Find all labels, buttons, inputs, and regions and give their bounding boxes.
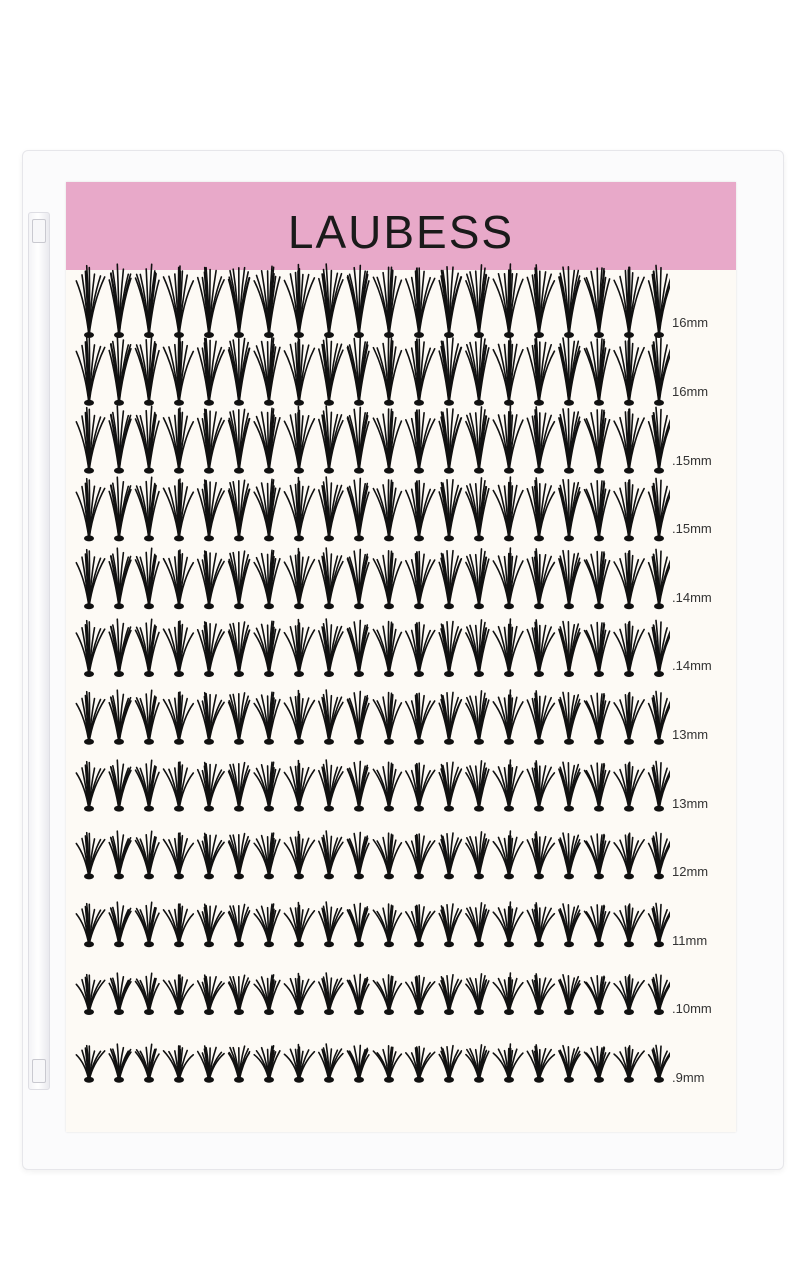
lash-cluster xyxy=(439,480,461,542)
lash-cluster xyxy=(347,407,369,473)
lash-cluster xyxy=(136,973,160,1015)
lash-cluster xyxy=(373,267,401,338)
lash-cluster xyxy=(76,620,104,676)
lash-cluster xyxy=(493,619,523,677)
lash-cluster xyxy=(493,406,523,474)
lash-cluster xyxy=(319,831,343,879)
lash-cluster xyxy=(585,268,610,338)
lash-cluster xyxy=(284,903,314,948)
lash-row xyxy=(70,262,670,340)
lash-cluster xyxy=(406,339,435,406)
lash-cluster xyxy=(614,267,644,338)
lash-cluster xyxy=(585,339,610,406)
lash-cluster xyxy=(284,832,314,880)
lash-cluster xyxy=(254,975,280,1015)
lash-cluster xyxy=(347,336,369,405)
hinge-clip-bottom xyxy=(32,1059,46,1083)
lash-cluster xyxy=(254,621,280,677)
lash-cluster xyxy=(164,408,194,474)
row-length-label: .10mm xyxy=(672,1001,712,1017)
lash-cluster xyxy=(406,268,435,338)
lash-row-graphic xyxy=(70,1042,670,1085)
lash-cluster xyxy=(466,832,489,880)
lash-cluster xyxy=(198,480,224,541)
lash-cluster xyxy=(585,622,610,677)
lash-cluster xyxy=(229,1046,250,1083)
lash-row-graphic xyxy=(70,688,670,747)
lash-cluster xyxy=(254,1046,280,1083)
lash-cluster xyxy=(527,1045,554,1083)
lash-cluster xyxy=(614,834,644,880)
lash-row xyxy=(70,829,670,882)
lash-cluster xyxy=(76,549,104,609)
lash-cluster xyxy=(649,762,670,812)
lash-cluster xyxy=(439,975,461,1015)
lash-cluster xyxy=(527,619,554,676)
row-length-label: 16mm xyxy=(672,383,709,399)
lash-cluster xyxy=(439,621,461,677)
lash-cluster xyxy=(649,407,670,473)
lash-cluster xyxy=(136,477,160,541)
row-length-label: .14mm xyxy=(672,658,712,674)
lash-cluster xyxy=(319,335,343,406)
lash-cluster xyxy=(284,690,314,744)
lash-cluster xyxy=(198,1046,224,1083)
lash-cluster xyxy=(198,975,224,1015)
lash-cluster xyxy=(109,477,131,541)
lash-cluster xyxy=(466,690,489,744)
lash-cluster xyxy=(439,409,461,474)
lash-tray-card xyxy=(66,182,736,1132)
lash-row xyxy=(70,333,670,408)
lash-cluster xyxy=(109,973,131,1015)
lash-cluster xyxy=(229,692,250,744)
lash-cluster xyxy=(559,763,580,812)
lash-cluster xyxy=(649,904,670,948)
lash-cluster xyxy=(76,975,104,1015)
lash-cluster xyxy=(493,548,523,609)
lash-cluster xyxy=(649,336,670,405)
lash-cluster xyxy=(76,408,104,474)
lash-cluster xyxy=(559,975,580,1015)
lash-cluster xyxy=(198,621,224,676)
lash-cluster xyxy=(406,1047,435,1083)
lash-cluster xyxy=(229,551,250,609)
lash-cluster xyxy=(347,1046,369,1083)
lash-cluster xyxy=(439,904,461,947)
lash-cluster xyxy=(466,974,489,1015)
lash-cluster xyxy=(136,619,160,677)
lash-cluster xyxy=(559,267,580,338)
lash-cluster xyxy=(254,408,280,473)
lash-cluster xyxy=(614,409,644,474)
lash-row-graphic xyxy=(70,829,670,882)
lash-cluster xyxy=(136,548,160,609)
lash-row-graphic xyxy=(70,617,670,679)
lash-cluster xyxy=(254,479,280,541)
lash-cluster xyxy=(439,692,461,744)
lash-cluster xyxy=(109,832,131,880)
lash-cluster xyxy=(229,339,250,406)
lash-cluster xyxy=(466,1045,489,1083)
lash-cluster xyxy=(164,904,194,947)
lash-cluster xyxy=(319,1044,343,1083)
lash-cluster xyxy=(406,551,435,609)
lash-cluster xyxy=(109,761,131,812)
row-length-label: 13mm xyxy=(672,726,709,742)
lash-cluster xyxy=(229,480,250,541)
lash-cluster xyxy=(229,622,250,677)
lash-cluster xyxy=(284,406,314,473)
lash-cluster xyxy=(198,834,224,880)
lash-cluster xyxy=(284,265,314,339)
lash-cluster xyxy=(229,268,250,338)
lash-cluster xyxy=(198,409,224,473)
lash-cluster xyxy=(76,833,104,880)
lash-cluster xyxy=(136,406,160,473)
lash-row-graphic xyxy=(70,971,670,1017)
lash-cluster xyxy=(439,338,461,406)
lash-cluster xyxy=(614,621,644,676)
hinge-clip-top xyxy=(32,219,46,243)
lash-cluster xyxy=(109,1044,131,1083)
lash-cluster xyxy=(76,337,104,406)
lash-row xyxy=(70,546,670,612)
lash-cluster xyxy=(284,974,314,1016)
lash-cluster xyxy=(466,903,489,947)
lash-cluster xyxy=(649,265,670,338)
lash-cluster xyxy=(347,478,369,541)
lash-cluster xyxy=(614,692,644,744)
lash-cluster xyxy=(466,336,489,406)
lash-row-graphic xyxy=(70,262,670,340)
lash-cluster xyxy=(198,905,224,948)
lash-cluster xyxy=(373,621,401,676)
lash-cluster xyxy=(493,831,523,879)
lash-row-graphic xyxy=(70,546,670,612)
lash-row-graphic xyxy=(70,333,670,408)
lash-cluster xyxy=(164,550,194,609)
lash-cluster xyxy=(136,903,160,948)
lash-cluster xyxy=(254,834,280,880)
row-length-label: .14mm xyxy=(672,589,712,605)
lash-cluster xyxy=(493,973,523,1015)
lash-cluster xyxy=(373,834,401,880)
lash-cluster xyxy=(136,761,160,812)
lash-cluster xyxy=(76,266,104,338)
lash-cluster xyxy=(319,406,343,474)
row-length-label: 11mm xyxy=(672,932,708,948)
lash-cluster xyxy=(284,1045,314,1083)
lash-cluster xyxy=(198,551,224,609)
lash-cluster xyxy=(439,833,461,879)
lash-cluster xyxy=(493,264,523,338)
lash-cluster xyxy=(614,975,644,1015)
lash-cluster xyxy=(319,264,343,338)
lash-cluster xyxy=(585,551,610,609)
lash-cluster xyxy=(585,481,610,542)
lash-cluster xyxy=(439,550,461,609)
lash-cluster xyxy=(198,692,224,744)
lash-cluster xyxy=(466,265,489,338)
lash-row xyxy=(70,617,670,679)
lash-cluster xyxy=(614,550,644,608)
lash-cluster xyxy=(406,410,435,474)
lash-cluster xyxy=(493,335,523,406)
lash-cluster xyxy=(319,619,343,677)
lash-cluster xyxy=(347,904,369,948)
lash-cluster xyxy=(109,406,131,473)
lash-cluster xyxy=(347,975,369,1016)
lash-cluster xyxy=(585,834,610,879)
lash-cluster xyxy=(559,409,580,474)
lash-cluster xyxy=(406,905,435,947)
lash-rows xyxy=(66,182,736,1132)
lash-cluster xyxy=(406,976,435,1015)
lash-cluster xyxy=(559,550,580,609)
lash-row xyxy=(70,688,670,747)
lash-cluster xyxy=(164,621,194,677)
lash-row xyxy=(70,758,670,814)
lash-cluster xyxy=(466,478,489,542)
lash-cluster xyxy=(439,763,461,812)
lash-cluster xyxy=(649,620,670,677)
lash-cluster xyxy=(585,693,610,745)
lash-cluster xyxy=(406,834,435,879)
lash-cluster xyxy=(284,619,314,677)
lash-cluster xyxy=(493,477,523,541)
lash-row-graphic xyxy=(70,758,670,814)
lash-cluster xyxy=(284,477,314,541)
lash-cluster xyxy=(527,336,554,406)
lash-cluster xyxy=(198,268,224,338)
lash-cluster xyxy=(559,1046,580,1083)
lash-cluster xyxy=(284,548,314,609)
lash-cluster xyxy=(406,622,435,677)
lash-cluster xyxy=(136,1044,160,1083)
lash-cluster xyxy=(284,335,314,405)
lash-cluster xyxy=(347,549,369,609)
lash-row xyxy=(70,971,670,1017)
lash-cluster xyxy=(559,904,580,947)
lash-cluster xyxy=(347,762,369,812)
lash-cluster xyxy=(527,903,554,947)
lash-cluster xyxy=(493,690,523,745)
lash-cluster xyxy=(229,834,250,880)
lash-cluster xyxy=(373,480,401,542)
lash-cluster xyxy=(493,760,523,812)
lash-cluster xyxy=(254,904,280,947)
lash-cluster xyxy=(76,691,104,744)
lash-cluster xyxy=(136,690,160,745)
lash-cluster xyxy=(527,832,554,880)
lash-cluster xyxy=(466,549,489,609)
lash-cluster xyxy=(649,478,670,541)
lash-cluster xyxy=(406,693,435,745)
lash-cluster xyxy=(649,833,670,880)
lash-cluster xyxy=(559,621,580,677)
lash-cluster xyxy=(76,762,104,812)
lash-cluster xyxy=(76,478,104,541)
lash-row xyxy=(70,900,670,950)
lash-cluster xyxy=(466,619,489,676)
lash-cluster xyxy=(649,975,670,1016)
lash-cluster xyxy=(439,1046,461,1083)
lash-cluster xyxy=(164,266,194,338)
lash-cluster xyxy=(559,480,580,542)
lash-cluster xyxy=(373,338,401,406)
lash-cluster xyxy=(527,690,554,744)
lash-cluster xyxy=(614,1046,644,1083)
lash-cluster xyxy=(254,692,280,745)
lash-cluster xyxy=(109,335,131,406)
lash-cluster xyxy=(164,1046,194,1083)
lash-cluster xyxy=(254,266,280,338)
lash-cluster xyxy=(614,763,644,812)
lash-cluster xyxy=(406,480,435,541)
lash-cluster xyxy=(614,904,644,947)
lash-cluster xyxy=(136,264,160,338)
lash-cluster xyxy=(585,976,610,1015)
lash-cluster xyxy=(164,762,194,812)
row-length-label: 16mm xyxy=(672,315,709,331)
row-length-label: 12mm xyxy=(672,864,709,880)
lash-cluster xyxy=(527,974,554,1015)
lash-cluster xyxy=(585,1047,610,1083)
row-length-label: .9mm xyxy=(672,1070,705,1086)
lash-cluster xyxy=(136,335,160,406)
lash-cluster xyxy=(109,619,131,677)
lash-cluster xyxy=(347,691,369,744)
lash-cluster xyxy=(466,407,489,474)
lash-cluster xyxy=(109,264,131,338)
lash-cluster xyxy=(319,477,343,541)
lash-cluster xyxy=(198,338,224,405)
lash-cluster xyxy=(254,550,280,609)
lash-cluster xyxy=(614,480,644,542)
lash-row xyxy=(70,404,670,476)
lash-cluster xyxy=(373,550,401,608)
lash-cluster xyxy=(109,690,131,745)
lash-cluster xyxy=(164,833,194,879)
lash-cluster xyxy=(319,690,343,745)
lash-cluster xyxy=(527,761,554,812)
lash-cluster xyxy=(559,338,580,406)
row-length-label: .15mm xyxy=(672,452,712,468)
lash-cluster xyxy=(347,620,369,677)
lash-cluster xyxy=(76,904,104,948)
lash-cluster xyxy=(439,267,461,338)
lash-cluster xyxy=(109,902,131,947)
lash-cluster xyxy=(373,692,401,744)
lash-cluster xyxy=(373,904,401,947)
lash-cluster xyxy=(493,1044,523,1083)
lash-cluster xyxy=(164,692,194,745)
row-length-label: 13mm xyxy=(672,795,709,811)
lash-cluster xyxy=(319,548,343,609)
lash-cluster xyxy=(319,973,343,1015)
case-hinge xyxy=(28,212,50,1090)
row-length-label: .15mm xyxy=(672,521,712,537)
lash-cluster xyxy=(649,1046,670,1083)
lash-cluster xyxy=(229,409,250,473)
lash-cluster xyxy=(527,549,554,609)
lash-cluster xyxy=(406,764,435,812)
lash-cluster xyxy=(373,763,401,812)
lash-row-graphic xyxy=(70,900,670,950)
lash-row xyxy=(70,475,670,544)
lash-cluster xyxy=(466,761,489,812)
lash-cluster xyxy=(493,902,523,947)
lash-cluster xyxy=(614,338,644,406)
lash-cluster xyxy=(559,692,580,744)
lash-cluster xyxy=(164,479,194,541)
lash-cluster xyxy=(347,265,369,338)
lash-cluster xyxy=(229,975,250,1015)
lash-cluster xyxy=(198,763,224,812)
lash-cluster xyxy=(164,337,194,406)
lash-cluster xyxy=(109,548,131,609)
lash-cluster xyxy=(229,905,250,948)
lash-cluster xyxy=(76,1046,104,1083)
lash-cluster xyxy=(229,763,250,812)
lash-cluster xyxy=(373,975,401,1015)
lash-cluster xyxy=(559,833,580,879)
lash-cluster xyxy=(585,410,610,474)
lash-cluster xyxy=(649,549,670,609)
lash-cluster xyxy=(373,409,401,474)
lash-row xyxy=(70,1042,670,1085)
lash-cluster xyxy=(527,478,554,542)
lash-cluster xyxy=(585,905,610,947)
lash-cluster xyxy=(527,407,554,474)
lash-cluster xyxy=(284,761,314,812)
lash-cluster xyxy=(585,764,610,812)
lash-cluster xyxy=(254,337,280,406)
lash-cluster xyxy=(373,1046,401,1083)
lash-cluster xyxy=(649,691,670,744)
brand-name: LAUBESS xyxy=(287,206,515,258)
lash-row-graphic xyxy=(70,475,670,544)
lash-cluster xyxy=(319,902,343,947)
lash-cluster xyxy=(527,265,554,338)
lash-cluster xyxy=(347,833,369,880)
lash-cluster xyxy=(136,832,160,880)
lash-cluster xyxy=(164,975,194,1015)
lash-cluster xyxy=(254,763,280,812)
lash-cluster xyxy=(319,761,343,813)
lash-row-graphic xyxy=(70,404,670,476)
